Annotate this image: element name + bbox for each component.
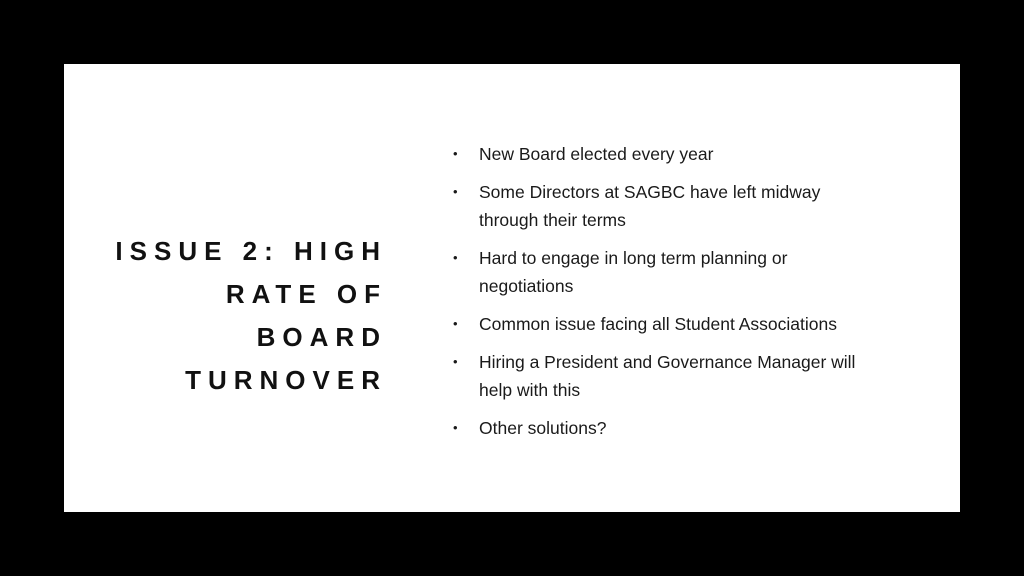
bullet-icon: • (453, 146, 458, 161)
bullet-text: Hiring a President and Governance Manager will help with this (479, 352, 856, 400)
bullet-icon: • (453, 420, 458, 435)
bullet-item (453, 414, 883, 442)
bullet-text: Some Directors at SAGBC have left midway through their terms (479, 182, 821, 230)
bullet-text: Hard to engage in long term planning or negotiations (479, 248, 788, 296)
bullet-item (453, 310, 883, 338)
slide-title-line: TURNOVER (185, 365, 387, 395)
bullet-item (453, 140, 883, 168)
bullet-icon: • (453, 184, 458, 199)
slide-title (87, 230, 387, 402)
slide-title-line: RATE OF BOARD (225, 279, 387, 352)
slide-title-line: ISSUE 2: HIGH (115, 236, 387, 266)
slide-canvas (64, 64, 960, 512)
bullet-text: New Board elected every year (479, 144, 714, 164)
bullet-text: Common issue facing all Student Associations (479, 314, 837, 334)
bullet-list (453, 140, 883, 452)
bullet-icon: • (453, 250, 458, 265)
bullet-item (453, 178, 883, 234)
bullet-text: Other solutions? (479, 418, 607, 438)
bullet-item (453, 348, 883, 404)
bullet-icon: • (453, 354, 458, 369)
bullet-item (453, 244, 883, 300)
bullet-icon: • (453, 316, 458, 331)
